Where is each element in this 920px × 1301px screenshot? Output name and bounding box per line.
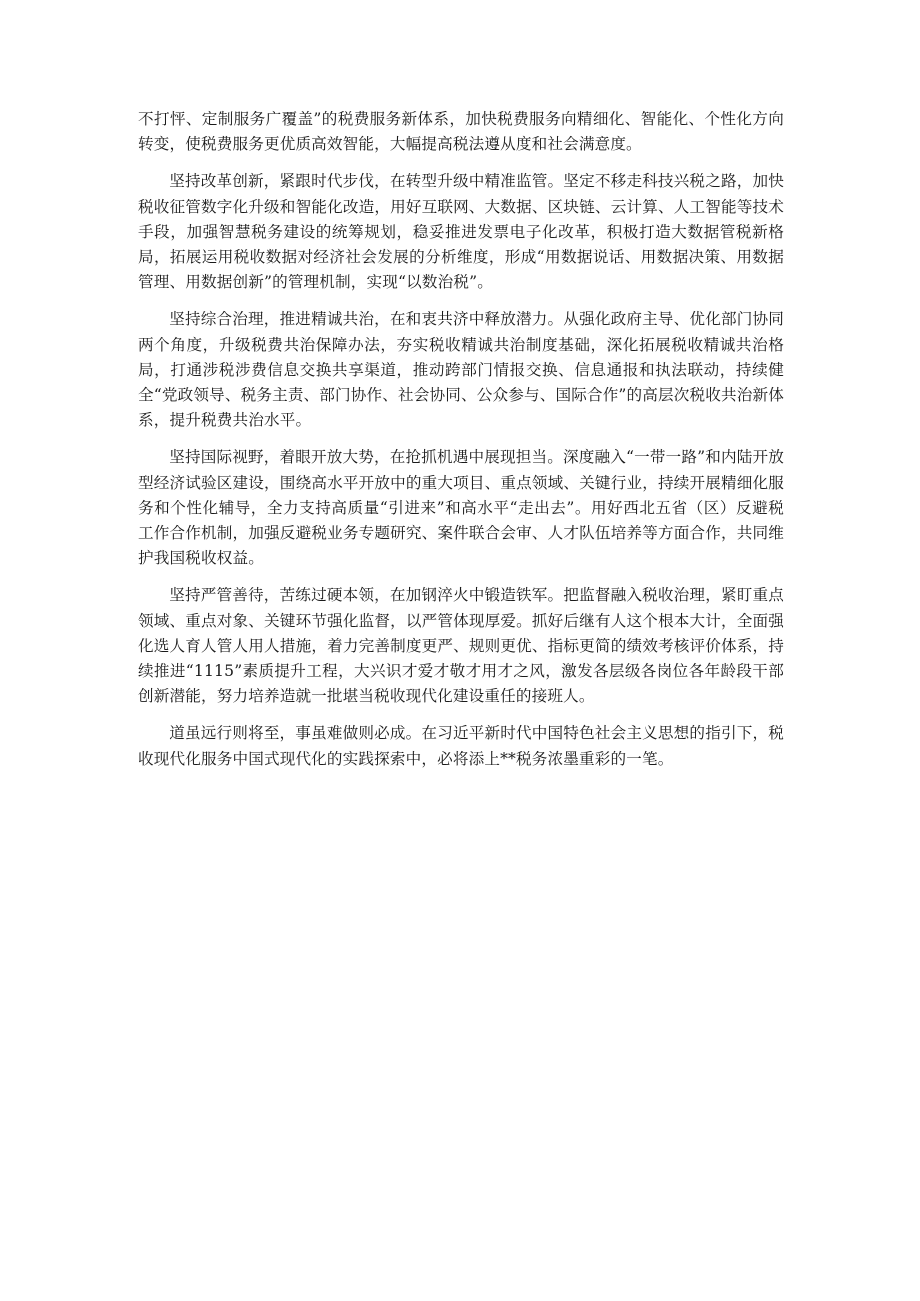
paragraph-international-vision: 坚持国际视野，着眼开放大势，在抢抓机遇中展现担当。深度融入“一带一路”和内陆开放型经济试验区建设，围绕高水平开放中的重大项目、重点领域、关键行业，持续开展精细化服务和个性化辅导，全力支持高质量“引进来”和高水平“走出去”。用好西北五省（区）反避税工作合作机制，加强反避税业务专题研究、案件联合会审、人才队伍培养等方面合作，共同维护我国税收权益。 xyxy=(138,448,784,568)
paragraph-continuation: 不打怦、定制服务广覆盖”的税费服务新体系，加快税费服务向精细化、智能化、个性化方向转变，使税费服务更优质高效智能，大幅提高税法遵从度和社会满意度。 xyxy=(138,110,784,154)
paragraph-comprehensive-governance: 坚持综合治理，推进精诚共治，在和衷共济中释放潜力。从强化政府主导、优化部门协同两个角度，升级税费共治保障办法，夯实税收精诚共治制度基础，深化拓展税收精诚共治格局，打通涉税涉费信息交换共享渠道，推动跨部门情报交换、信息通报和执法联动，持续健全“党政领导、税务主责、部门协作、社会协同、公众参与、国际合作”的高层次税收共治新体系，提升税费共治水平。 xyxy=(138,310,784,430)
paragraph-reform-innovation: 坚持改革创新，紧跟时代步伐，在转型升级中精准监管。坚定不移走科技兴税之路，加快税收征管数字化升级和智能化改造，用好互联网、大数据、区块链、云计算、人工智能等技术手段，加强智慧税务建设的统筹规划，稳妥推进发票电子化改革，积极打造大数据管税新格局，拓展运用税收数据对经济社会发展的分析维度，形成“用数据说话、用数据决策、用数据管理、用数据创新”的管理机制，实现“以数治税”。 xyxy=(138,172,784,292)
paragraph-strict-management: 坚持严管善待，苦练过硬本领，在加钢淬火中锻造铁军。把监督融入税收治理，紧盯重点领域、重点对象、关键环节强化监督，以严管体现厚爱。抓好后继有人这个根本大计，全面强化选人育人管人用人措施，着力完善制度更严、规则更优、指标更简的绩效考核评价体系，持续推进“1115”素质提升工程，大兴识才爱才敬才用才之风，激发各层级各岗位各年龄段干部创新潜能，努力培养造就一批堪当税收现代化建设重任的接班人。 xyxy=(138,586,784,706)
paragraph-conclusion: 道虽远行则将至，事虽难做则必成。在习近平新时代中国特色社会主义思想的指引下，税收现代化服务中国式现代化的实践探索中，必将添上**税务浓墨重彩的一笔。 xyxy=(138,724,784,768)
document-body xyxy=(138,107,784,784)
